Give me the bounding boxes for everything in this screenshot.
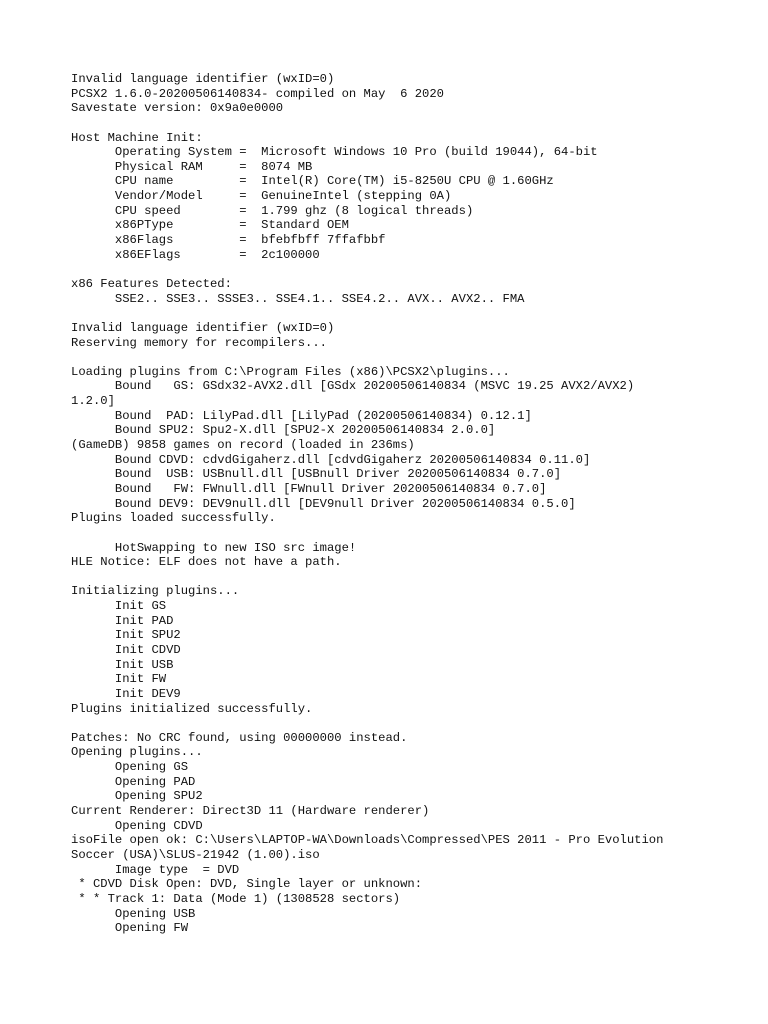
log-line: Init PAD xyxy=(71,613,174,628)
log-line xyxy=(71,570,761,585)
log-line xyxy=(71,306,761,321)
log-line: Invalid language identifier (wxID=0) xyxy=(71,320,335,335)
log-line: Opening FW xyxy=(71,921,189,936)
log-line: Opening plugins... xyxy=(71,745,203,760)
log-line: Host Machine Init: xyxy=(71,130,203,145)
log-line: PCSX2 1.6.0-20200506140834- compiled on May 6 2020 xyxy=(71,86,444,101)
log-line: Plugins initialized successfully. xyxy=(71,701,313,716)
log-line: (GameDB) 9858 games on record (loaded in 236ms) xyxy=(71,438,415,453)
log-line: Init DEV9 xyxy=(71,686,181,701)
log-line: * * Track 1: Data (Mode 1) (1308528 sectors) xyxy=(71,891,401,906)
log-line: Initializing plugins... xyxy=(71,584,240,599)
log-line: x86PType = Standard OEM xyxy=(71,218,349,233)
log-line: x86 Features Detected: xyxy=(71,276,232,291)
log-line: Opening SPU2 xyxy=(71,789,203,804)
log-line xyxy=(71,262,761,277)
log-line: x86Flags = bfebfbff 7ffafbbf xyxy=(71,233,386,248)
log-line: Loading plugins from C:\Program Files (x86)\PCSX2\plugins... xyxy=(71,364,510,379)
log-line: Bound FW: FWnull.dll [FWnull Driver 20200506140834 0.7.0] xyxy=(71,481,547,496)
log-line: Bound GS: GSdx32-AVX2.dll [GSdx 20200506140834 (MSVC 19.25 AVX2/AVX2) xyxy=(71,379,635,394)
log-line: x86EFlags = 2c100000 xyxy=(71,247,320,262)
log-line: CPU speed = 1.799 ghz (8 logical threads) xyxy=(71,203,474,218)
log-line: Patches: No CRC found, using 00000000 instead. xyxy=(71,730,408,745)
log-line: Init USB xyxy=(71,657,174,672)
log-line: Bound USB: USBnull.dll [USBnull Driver 20200506140834 0.7.0] xyxy=(71,467,562,482)
log-line: Soccer (USA)\SLUS-21942 (1.00).iso xyxy=(71,847,320,862)
log-line: Init FW xyxy=(71,672,167,687)
log-line: Init CDVD xyxy=(71,642,181,657)
log-line: Reserving memory for recompilers... xyxy=(71,335,327,350)
log-line: 1.2.0] xyxy=(71,394,115,409)
log-line xyxy=(71,526,761,541)
log-line: CPU name = Intel(R) Core(TM) i5-8250U CPU @ 1.60GHz xyxy=(71,174,554,189)
log-line xyxy=(71,116,761,131)
log-line: Physical RAM = 8074 MB xyxy=(71,159,313,174)
log-line: Bound CDVD: cdvdGigaherz.dll [cdvdGigaherz 20200506140834 0.11.0] xyxy=(71,452,591,467)
log-line: Init GS xyxy=(71,599,167,614)
log-line: Opening USB xyxy=(71,906,196,921)
log-line: Opening GS xyxy=(71,760,189,775)
log-line: Image type = DVD xyxy=(71,862,240,877)
log-line: SSE2.. SSE3.. SSSE3.. SSE4.1.. SSE4.2.. AVX.. AVX2.. FMA xyxy=(71,291,525,306)
log-line: Opening CDVD xyxy=(71,818,203,833)
log-line: Vendor/Model = GenuineIntel (stepping 0A) xyxy=(71,189,452,204)
log-line: Operating System = Microsoft Windows 10 Pro (build 19044), 64-bit xyxy=(71,145,598,160)
log-line: Invalid language identifier (wxID=0) xyxy=(71,72,335,86)
log-line: Bound PAD: LilyPad.dll [LilyPad (20200506140834) 0.12.1] xyxy=(71,408,532,423)
log-line: Init SPU2 xyxy=(71,628,181,643)
log-line: Plugins loaded successfully. xyxy=(71,511,276,526)
log-line xyxy=(71,716,761,731)
log-line: Savestate version: 0x9a0e0000 xyxy=(71,101,284,116)
log-line: isoFile open ok: C:\Users\LAPTOP-WA\Downloads\Compressed\PES 2011 - Pro Evolution xyxy=(71,833,664,848)
console-log xyxy=(71,72,761,936)
log-line: Bound DEV9: DEV9null.dll [DEV9null Driver 20200506140834 0.5.0] xyxy=(71,496,576,511)
log-line: Bound SPU2: Spu2-X.dll [SPU2-X 20200506140834 2.0.0] xyxy=(71,423,496,438)
log-line: * CDVD Disk Open: DVD, Single layer or unknown: xyxy=(71,877,423,892)
log-line: HotSwapping to new ISO src image! xyxy=(71,540,357,555)
log-line xyxy=(71,350,761,365)
log-line: Current Renderer: Direct3D 11 (Hardware renderer) xyxy=(71,804,430,819)
log-line: Opening PAD xyxy=(71,774,196,789)
log-line: HLE Notice: ELF does not have a path. xyxy=(71,555,342,570)
